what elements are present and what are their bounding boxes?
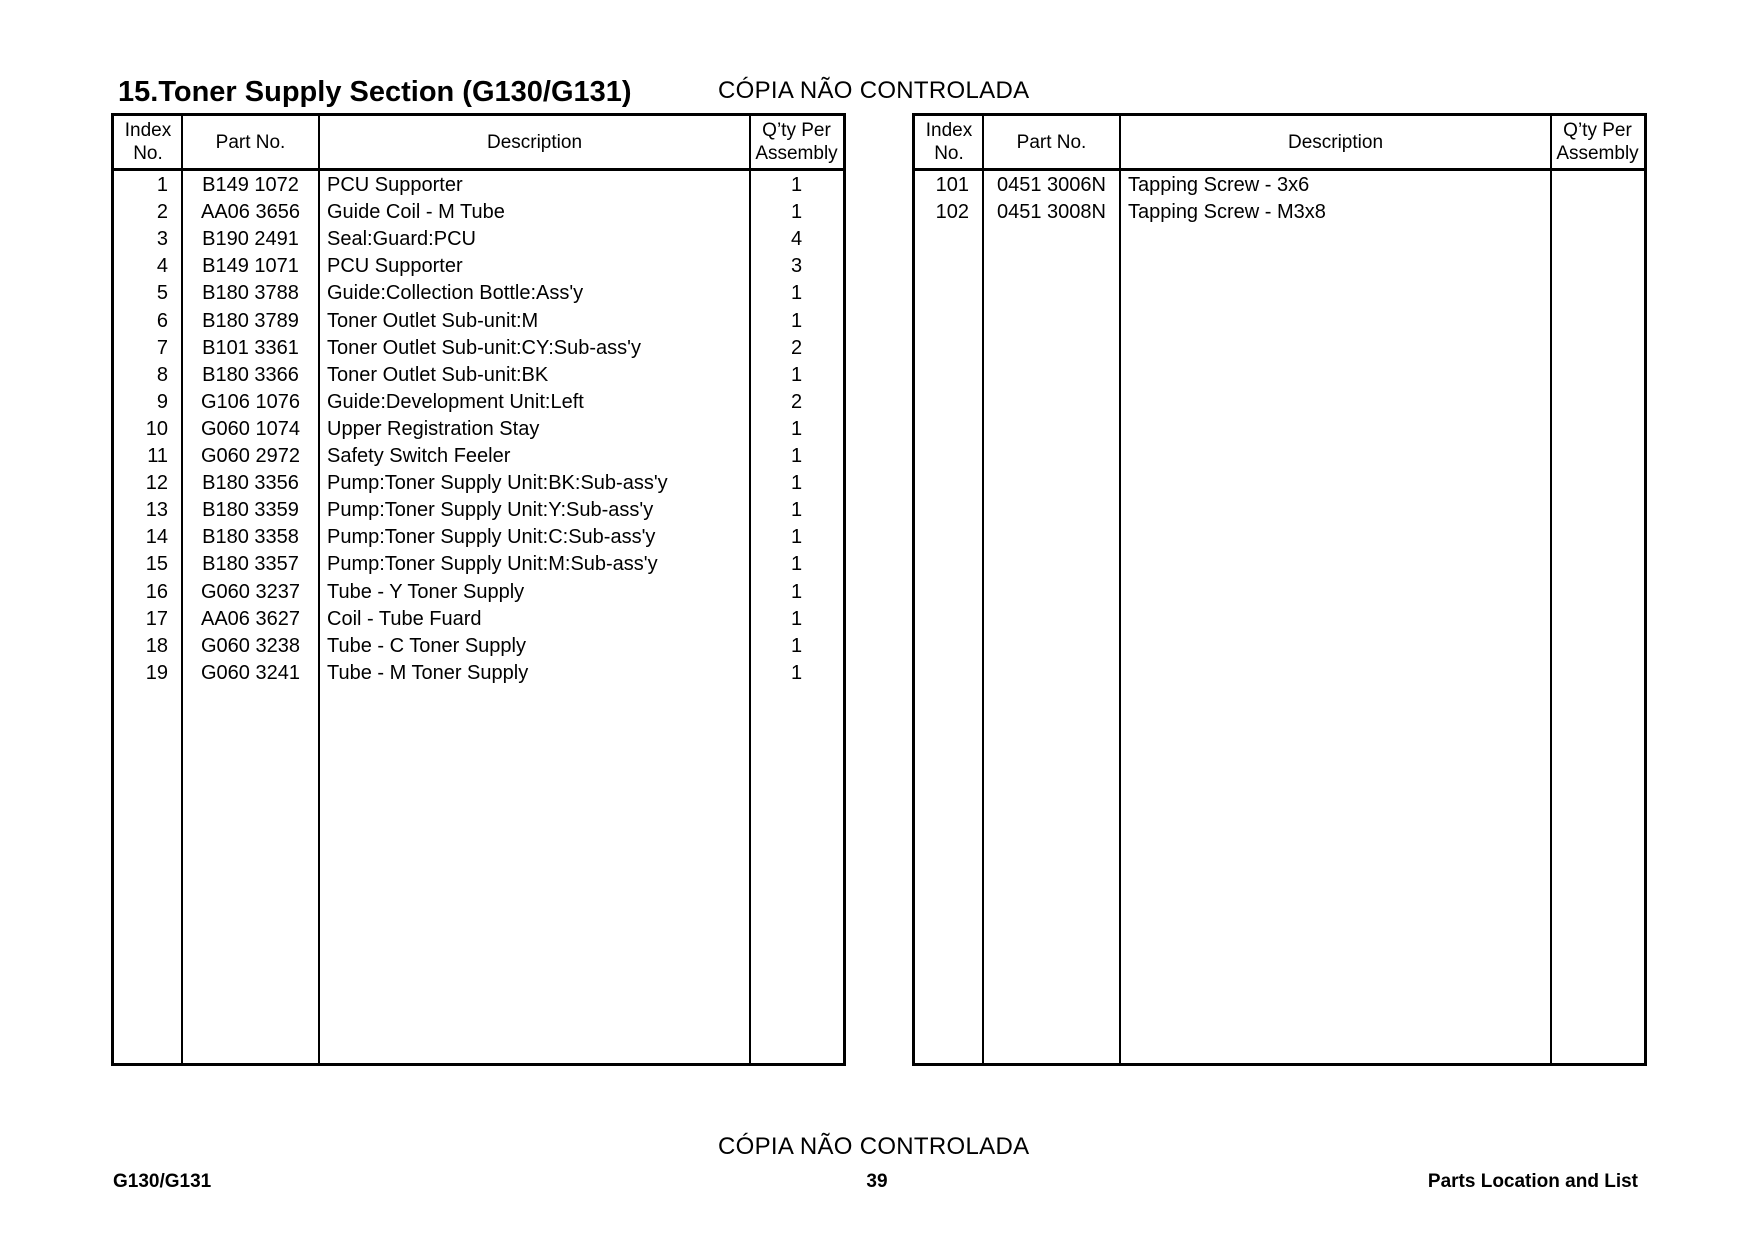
cell-qty: 1 (790, 526, 803, 549)
cell-index: 4 (156, 255, 168, 278)
cell-qty: 1 (790, 607, 803, 630)
cell-qty: 1 (790, 472, 803, 495)
watermark-bottom: CÓPIA NÃO CONTROLADA (718, 1133, 1030, 1160)
cell-index: 19 (145, 661, 168, 684)
cell-qty: 1 (790, 309, 803, 332)
cell-description: PCU Supporter (327, 174, 463, 196)
footer-page-number: 39 (866, 1171, 888, 1192)
cell-qty: 3 (790, 255, 803, 278)
header-description: Description (1287, 131, 1384, 153)
cell-index: 6 (156, 309, 168, 332)
header-index: Index No. (925, 120, 973, 164)
cell-description: Toner Outlet Sub-unit:M (327, 309, 539, 332)
cell-part-number: 0451 3006N (997, 174, 1106, 196)
header-qty: Q’ty Per Assembly (1556, 120, 1639, 164)
cell-index: 15 (145, 553, 168, 576)
cell-qty: 4 (790, 228, 803, 251)
cell-part-number: B101 3361 (202, 336, 299, 359)
header-qty: Q’ty Per Assembly (755, 120, 838, 164)
cell-part-number: G106 1076 (201, 390, 300, 413)
cell-qty: 1 (790, 363, 803, 386)
cell-qty: 1 (790, 661, 803, 684)
footer-section: Parts Location and List (1427, 1171, 1638, 1192)
cell-index: 8 (156, 363, 168, 386)
cell-part-number: B180 3357 (202, 553, 299, 576)
cell-description: Toner Outlet Sub-unit:BK (327, 363, 549, 386)
cell-qty (1551, 199, 1644, 226)
watermark-top: CÓPIA NÃO CONTROLADA (718, 77, 1030, 104)
cell-index: 7 (156, 336, 168, 359)
cell-description: Pump:Toner Supply Unit:M:Sub-ass'y (327, 553, 658, 576)
cell-part-number: AA06 3656 (201, 201, 300, 224)
header-divider (114, 168, 843, 171)
cell-part-number: B180 3788 (202, 282, 299, 305)
cell-index: 12 (145, 472, 168, 495)
cell-index: 11 (147, 445, 168, 467)
cell-index: 13 (145, 499, 168, 522)
column-divider (982, 116, 984, 1063)
cell-description: Toner Outlet Sub-unit:CY:Sub-ass'y (327, 336, 641, 359)
header-description: Description (486, 131, 583, 153)
cell-qty (1551, 172, 1644, 199)
parts-table-right (912, 113, 1647, 1066)
cell-description: Coil - Tube Fuard (327, 607, 482, 630)
page-title: 15.Toner Supply Section (G130/G131) (118, 76, 632, 108)
header-part-number: Part No. (215, 131, 286, 153)
cell-description: Tube - Y Toner Supply (327, 580, 525, 603)
cell-qty: 1 (790, 201, 803, 224)
cell-description: PCU Supporter (327, 255, 463, 278)
column-divider (1550, 116, 1552, 1063)
header-divider (915, 168, 1644, 171)
cell-part-number: B149 1071 (202, 255, 299, 278)
header-index: Index No. (124, 120, 172, 164)
cell-description: Safety Switch Feeler (327, 445, 511, 467)
cell-part-number: G060 2972 (201, 445, 300, 467)
cell-description: Guide:Collection Bottle:Ass'y (327, 282, 584, 305)
cell-index: 102 (935, 201, 969, 224)
cell-index: 17 (145, 607, 168, 630)
cell-index: 5 (156, 282, 168, 305)
cell-description: Guide:Development Unit:Left (327, 390, 584, 413)
cell-index: 14 (145, 526, 168, 549)
cell-description: Tapping Screw - 3x6 (1128, 174, 1310, 196)
cell-part-number: B190 2491 (202, 228, 299, 251)
cell-index: 10 (145, 417, 168, 440)
cell-part-number: G060 3237 (201, 580, 300, 603)
cell-qty: 2 (790, 390, 803, 413)
cell-description: Seal:Guard:PCU (327, 228, 476, 251)
cell-qty: 1 (790, 580, 803, 603)
cell-part-number: G060 3241 (201, 661, 300, 684)
cell-index: 2 (156, 201, 168, 224)
cell-qty: 1 (790, 499, 803, 522)
cell-index: 3 (156, 228, 168, 251)
cell-qty: 1 (790, 417, 803, 440)
column-divider (1119, 116, 1121, 1063)
cell-description: Pump:Toner Supply Unit:Y:Sub-ass'y (327, 499, 654, 522)
cell-qty: 1 (790, 282, 803, 305)
cell-part-number: B180 3789 (202, 309, 299, 332)
cell-index: 1 (156, 174, 168, 196)
cell-index: 16 (145, 580, 168, 603)
cell-qty: 1 (790, 174, 803, 196)
cell-index: 101 (935, 174, 969, 196)
footer-model: G130/G131 (113, 1171, 212, 1192)
cell-index: 18 (145, 634, 168, 657)
cell-qty: 1 (790, 445, 803, 467)
header-part-number: Part No. (1016, 131, 1087, 153)
cell-part-number: AA06 3627 (201, 607, 300, 630)
cell-part-number: G060 1074 (201, 417, 300, 440)
cell-qty: 1 (790, 634, 803, 657)
cell-description: Pump:Toner Supply Unit:C:Sub-ass'y (327, 526, 656, 549)
cell-description: Guide Coil - M Tube (327, 201, 505, 224)
cell-index: 9 (156, 390, 168, 413)
cell-description: Upper Registration Stay (327, 417, 540, 440)
cell-part-number: B180 3358 (202, 526, 299, 549)
cell-qty: 1 (790, 553, 803, 576)
cell-part-number: B149 1072 (202, 174, 299, 196)
cell-part-number: B180 3366 (202, 363, 299, 386)
cell-part-number: B180 3356 (202, 472, 299, 495)
cell-description: Pump:Toner Supply Unit:BK:Sub-ass'y (327, 472, 668, 495)
cell-description: Tube - M Toner Supply (327, 661, 529, 684)
parts-table-left (111, 113, 846, 1066)
cell-part-number: B180 3359 (202, 499, 299, 522)
cell-part-number: 0451 3008N (997, 201, 1106, 224)
cell-part-number: G060 3238 (201, 634, 300, 657)
cell-description: Tapping Screw - M3x8 (1128, 201, 1326, 224)
cell-description: Tube - C Toner Supply (327, 634, 526, 657)
cell-qty: 2 (790, 336, 803, 359)
